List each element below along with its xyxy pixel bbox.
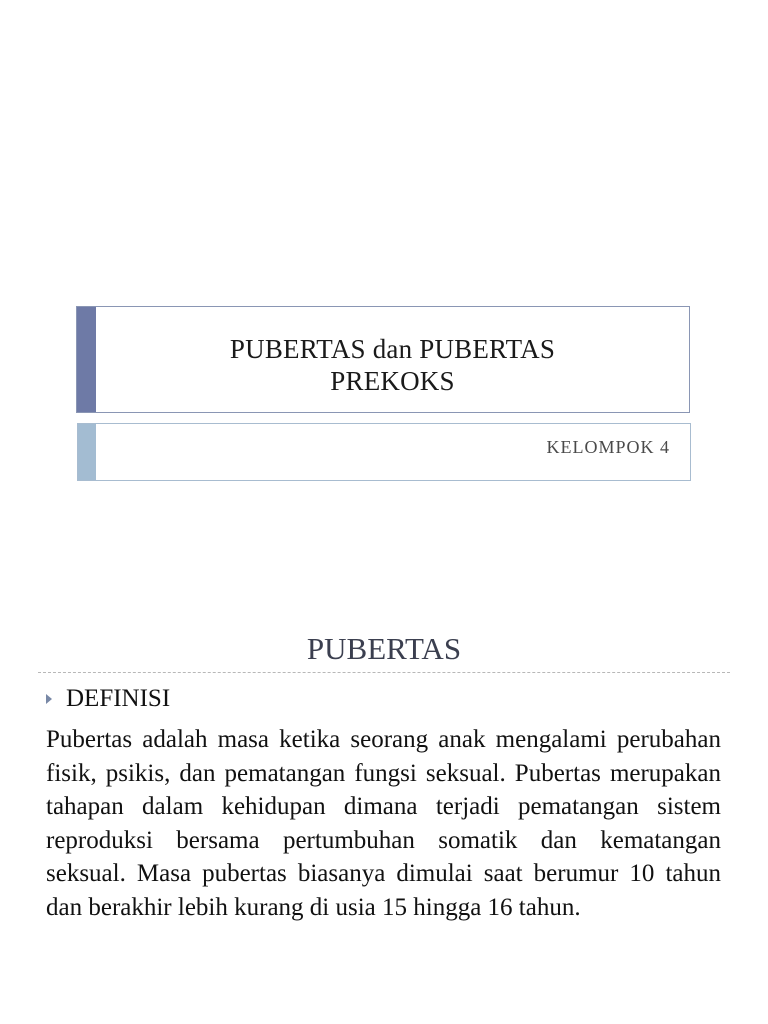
slide-title	[96, 333, 689, 397]
subtitle-box	[77, 423, 691, 481]
triangle-right-icon	[46, 694, 52, 704]
section-heading: PUBERTAS	[306, 631, 462, 666]
title-accent-bar	[77, 307, 96, 412]
bullet-label: DEFINISI	[66, 685, 171, 712]
definition-paragraph: Pubertas adalah masa ketika seorang anak mengalami perubahan fisik, psikis, dan pematangan fungsi seksual. Pubertas merupakan tahapan dalam kehidupan dimana terjadi pematangan sistem reproduksi bersama pertumbuhan somatik dan kematangan seksual. Masa pubertas biasanya dimulai saat berumur 10 tahun dan berakhir lebih kurang di usia 15 hingga 16 tahun.	[46, 726, 721, 921]
title-box	[76, 306, 690, 413]
bullet-item-definisi	[46, 684, 170, 714]
slide-title-line-2: PREKOKS	[330, 366, 455, 396]
slide-subtitle: KELOMPOK 4	[546, 437, 670, 457]
subtitle-accent-bar	[78, 424, 96, 480]
slide-title-line-1: PUBERTAS dan PUBERTAS	[229, 334, 556, 364]
heading-divider	[38, 672, 730, 673]
